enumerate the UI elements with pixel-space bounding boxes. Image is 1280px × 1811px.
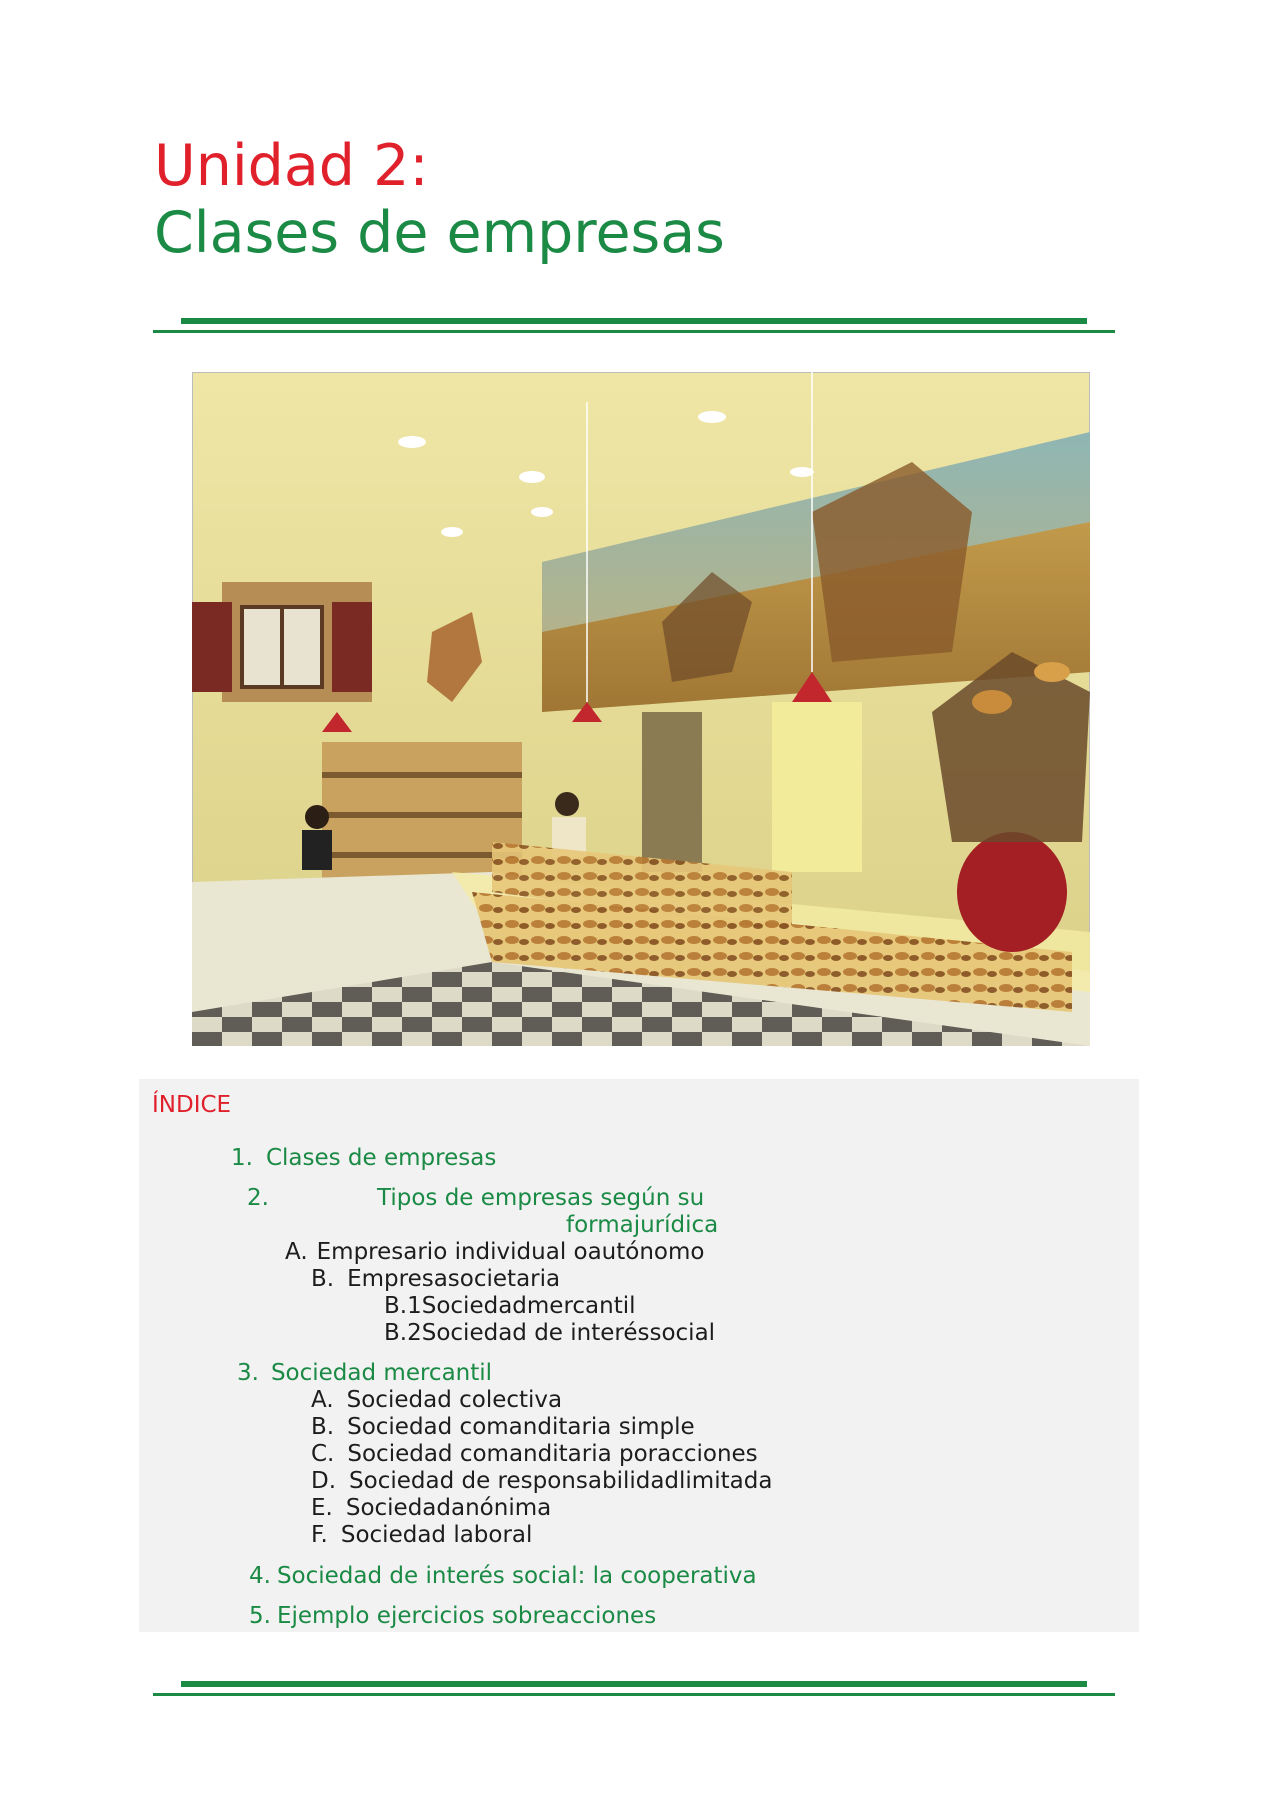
index-subitem-3e[interactable] [311, 1494, 551, 1522]
index-item-number: 5. [249, 1603, 271, 1629]
index-subitem-2a[interactable] [285, 1238, 704, 1266]
index-item-number: B.1 [384, 1293, 422, 1319]
index-subitem-3d[interactable] [311, 1467, 772, 1495]
index-item-number: 3. [237, 1360, 259, 1386]
index-item-2[interactable]: Tipos de empresas según su [377, 1185, 705, 1211]
index-item-number: C. [311, 1441, 335, 1467]
index-item-label: Sociedad de interés social: la cooperativa [276, 1563, 757, 1589]
index-item-label: Empresario individual oautónomo [316, 1239, 705, 1265]
top-divider [153, 318, 1115, 334]
index-subitem-b1[interactable] [384, 1292, 636, 1320]
index-item-number: A. [285, 1239, 308, 1265]
index-item-3[interactable] [237, 1359, 492, 1387]
index-item-label: Sociedad comanditaria simple [347, 1414, 695, 1440]
index-box [139, 1079, 1139, 1632]
index-heading: ÍNDICE [152, 1092, 232, 1118]
index-subitem-3b[interactable] [311, 1413, 695, 1441]
index-item-label: Empresasocietaria [347, 1266, 561, 1292]
index-item-2-continuation: formajurídica [566, 1212, 719, 1238]
index-item-number: B. [311, 1414, 335, 1440]
index-subitem-2b[interactable] [311, 1265, 560, 1293]
index-subitem-3f[interactable] [311, 1521, 532, 1549]
unit-name-title: Clases de empresas [154, 200, 725, 266]
index-item-number: D. [311, 1468, 337, 1494]
index-item-label: Ejemplo ejercicios sobreacciones [276, 1603, 657, 1629]
index-item-label: Sociedadmercantil [421, 1293, 636, 1319]
index-item-label: Sociedadanónima [345, 1495, 552, 1521]
index-item-1[interactable] [231, 1144, 496, 1172]
index-item-number: F. [311, 1522, 328, 1548]
index-item-label: Sociedad colectiva [346, 1387, 563, 1413]
index-subitem-3c[interactable] [311, 1440, 758, 1468]
index-item-label: Clases de empresas [265, 1145, 497, 1171]
unit-number-title: Unidad 2: [154, 133, 429, 199]
index-item-number: B.2 [384, 1320, 422, 1346]
index-item-label: Sociedad de responsabilidadlimitada [349, 1468, 773, 1494]
index-item-5[interactable] [249, 1602, 656, 1630]
index-item-number: E. [311, 1495, 333, 1521]
index-item-number: A. [311, 1387, 334, 1413]
index-item-number: B. [311, 1266, 335, 1292]
bakery-interior-photo [192, 372, 1090, 1046]
index-item-label: Sociedad mercantil [270, 1360, 493, 1386]
index-item-label: Sociedad laboral [340, 1522, 533, 1548]
index-item-label: Sociedad de interéssocial [421, 1320, 716, 1346]
bottom-divider [153, 1681, 1115, 1697]
index-item-label: Sociedad comanditaria poracciones [347, 1441, 758, 1467]
index-item-2-number: 2. [247, 1185, 269, 1211]
index-subitem-b2[interactable] [384, 1319, 715, 1347]
index-item-number: 4. [249, 1563, 271, 1589]
index-item-number: 1. [231, 1145, 253, 1171]
index-item-4[interactable] [249, 1562, 757, 1590]
index-subitem-3a[interactable] [311, 1386, 562, 1414]
